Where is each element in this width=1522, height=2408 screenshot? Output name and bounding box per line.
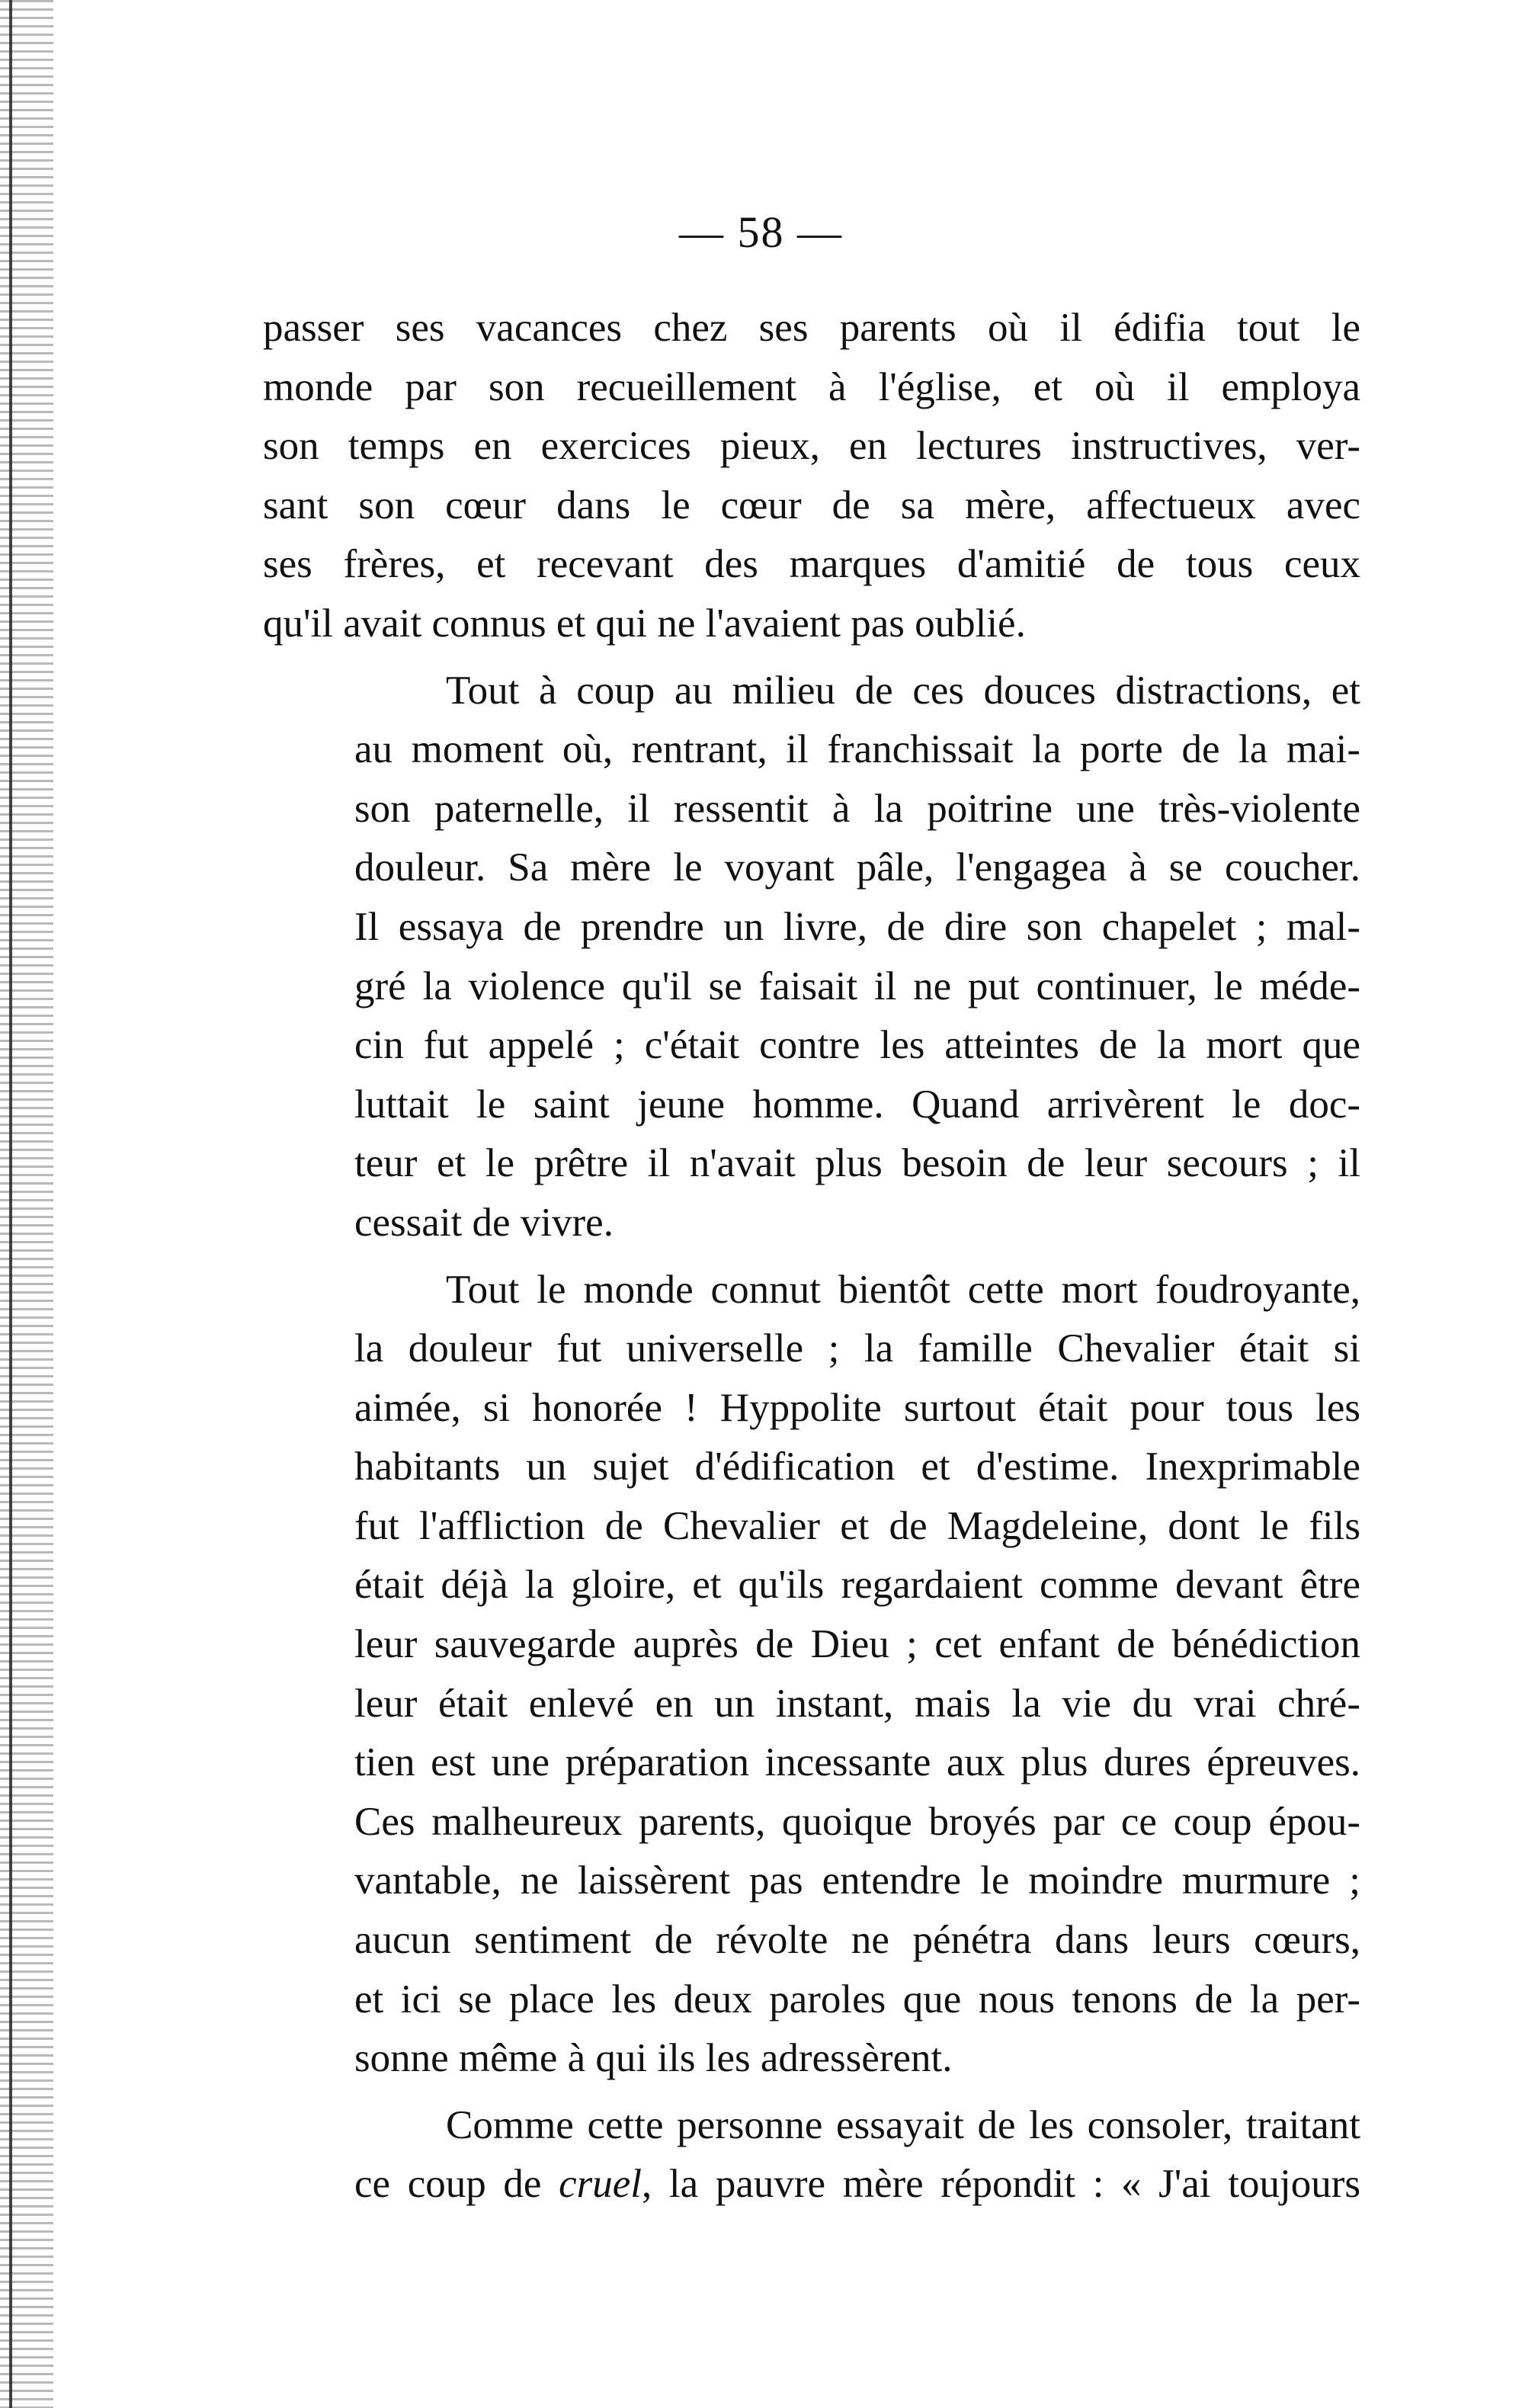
paragraph-1: [263, 299, 1360, 654]
text-line: son temps en exercices pieux, en lectures instructives, ver-: [263, 424, 1360, 469]
text-line: vantable, ne laissèrent pas entendre le moindre murmure ;: [354, 1858, 1360, 1903]
text-line: Comme cette personne essayait de les consoler, traitant: [446, 2102, 1360, 2147]
text-line: cin fut appelé ; c'était contre les atteintes de la mort que: [354, 1023, 1360, 1068]
text-line: Tout à coup au milieu de ces douces distractions, et: [446, 668, 1360, 713]
text-line: leur sauvegarde auprès de Dieu ; cet enfant de bénédiction: [354, 1622, 1360, 1667]
text-line: son paternelle, il ressentit à la poitrine une très-violente: [354, 786, 1360, 831]
text-line: aucun sentiment de révolte ne pénétra dans leurs cœurs,: [354, 1918, 1360, 1963]
text-line: la douleur fut universelle ; la famille Chevalier était si: [354, 1326, 1360, 1371]
text-line: gré la violence qu'il se faisait il ne put continuer, le méde-: [354, 964, 1360, 1008]
text-line: Ces malheureux parents, quoique broyés par ce coup épou-: [354, 1799, 1360, 1844]
text-line: qu'il avait connus et qui ne l'avaient pas oublié.: [263, 601, 1026, 646]
paragraph-2: [263, 662, 1360, 1253]
text-line: ses frères, et recevant des marques d'amitié de tous ceux: [263, 542, 1360, 587]
italic-word: cruel: [559, 2162, 642, 2207]
text-line: monde par son recueillement à l'église, et où il employa: [263, 364, 1360, 409]
text-line: habitants un sujet d'édification et d'estime. Inexprimable: [354, 1444, 1360, 1489]
text-line: luttait le saint jeune homme. Quand arrivèrent le doc-: [354, 1082, 1360, 1127]
binding-shadow: [0, 0, 53, 2408]
text-line: teur et le prêtre il n'avait plus besoin de leur secours ; il: [354, 1141, 1360, 1186]
text-line: Tout le monde connut bientôt cette mort foudroyante,: [446, 1267, 1360, 1312]
text-line: était déjà la gloire, et qu'ils regardaient comme devant être: [354, 1563, 1360, 1608]
text-line: au moment où, rentrant, il franchissait la porte de la mai-: [354, 727, 1360, 772]
page-number: — 58 —: [679, 207, 843, 257]
text-line: cessait de vivre.: [354, 1200, 614, 1245]
text-line: aimée, si honorée ! Hyppolite surtout était pour tous les: [354, 1385, 1360, 1430]
paragraph-4: [263, 2096, 1360, 2214]
text-line: et ici se place les deux paroles que nous tenons de la per-: [354, 1977, 1360, 2022]
text-line: leur était enlevé en un instant, mais la vie du vrai chré-: [354, 1681, 1360, 1726]
text-line: sant son cœur dans le cœur de sa mère, affectueux avec: [263, 483, 1360, 527]
binding-line: [9, 0, 12, 2408]
text-line: fut l'affliction de Chevalier et de Magdeleine, dont le fils: [354, 1503, 1360, 1548]
text-line: sonne même à qui ils les adressèrent.: [354, 2036, 953, 2081]
text-line: tien est une préparation incessante aux plus dures épreuves.: [354, 1740, 1360, 1785]
text-line: passer ses vacances chez ses parents où il édifia tout le: [263, 306, 1360, 350]
body-text: [263, 299, 1360, 2222]
text-line-with-italic: ce coup de cruel, la pauvre mère répondit : « J'ai toujours: [354, 2162, 1360, 2207]
text-line: Il essaya de prendre un livre, de dire son chapelet ; mal-: [354, 904, 1360, 949]
text-line: douleur. Sa mère le voyant pâle, l'engagea à se coucher.: [354, 845, 1360, 890]
paragraph-3: [263, 1261, 1360, 2089]
